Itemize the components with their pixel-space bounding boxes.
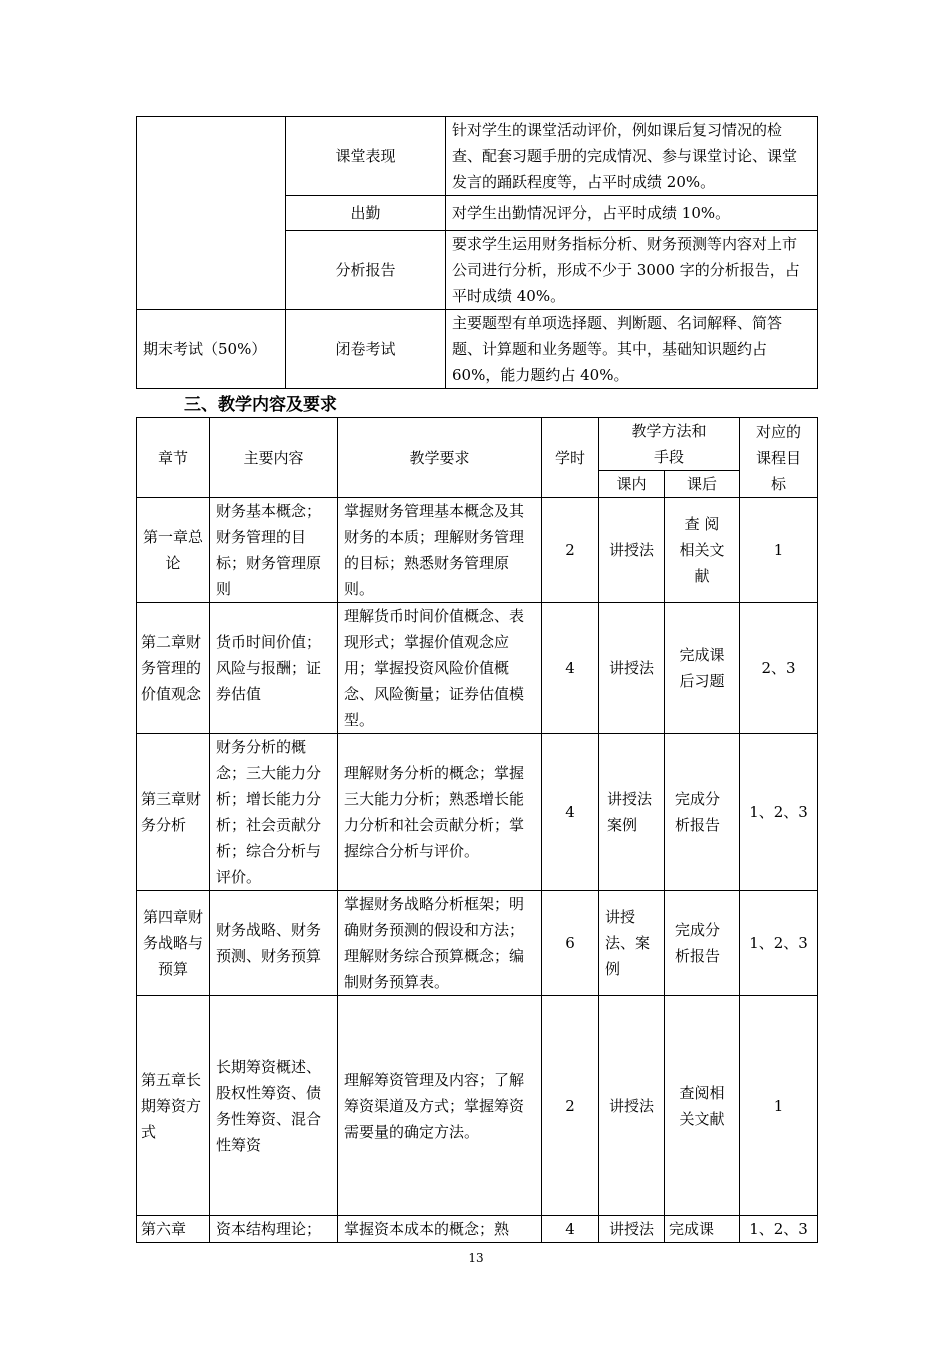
chapter-cell: 第三章财务分析 (137, 734, 210, 891)
header-row (137, 418, 818, 471)
assessment-table (136, 116, 818, 389)
header-in-class: 课内 (599, 471, 665, 498)
header-after-class: 课后 (665, 471, 740, 498)
after-class-cell: 查 阅 相关文献 (665, 498, 740, 603)
assessment-desc: 对学生出勤情况评分，占平时成绩 10%。 (446, 196, 818, 231)
goal-cell: 1、2、3 (740, 734, 818, 891)
after-class-cell: 完成分析报告 (665, 891, 740, 996)
section-heading: 三、教学内容及要求 (184, 395, 337, 415)
table-row (137, 996, 818, 1216)
in-class-cell: 讲授法 (599, 603, 665, 734)
chapter-cell: 第二章财务管理的价值观念 (137, 603, 210, 734)
chapter-cell: 第六章 (137, 1216, 210, 1243)
hours-cell: 4 (542, 734, 599, 891)
table-row (137, 734, 818, 891)
requirement-cell: 理解筹资管理及内容；了解筹资渠道及方式；掌握筹资需要量的确定方法。 (338, 996, 542, 1216)
requirement-cell: 理解货币时间价值概念、表现形式；掌握价值观念应用；掌握投资风险价值概念、风险衡量；证券估值模型。 (338, 603, 542, 734)
category-cell-empty (137, 117, 286, 310)
in-class-cell: 讲授法 (599, 996, 665, 1216)
table-row (137, 310, 818, 389)
header-hours: 学时 (542, 418, 599, 498)
requirement-cell: 理解财务分析的概念；掌握三大能力分析；熟悉增长能力分析和社会贡献分析；掌握综合分析与评价。 (338, 734, 542, 891)
goal-cell: 1、2、3 (740, 891, 818, 996)
goal-cell: 1 (740, 996, 818, 1216)
in-class-cell: 讲授法 (599, 498, 665, 603)
assessment-desc: 要求学生运用财务指标分析、财务预测等内容对上市公司进行分析，形成不少于 3000 字的分析报告，占平时成绩 40%。 (446, 231, 818, 310)
hours-cell: 2 (542, 996, 599, 1216)
assessment-item: 课堂表现 (286, 117, 446, 196)
assessment-item: 出勤 (286, 196, 446, 231)
hours-cell: 2 (542, 498, 599, 603)
table-row (137, 498, 818, 603)
header-chapter: 章节 (137, 418, 210, 498)
assessment-item: 分析报告 (286, 231, 446, 310)
after-class-cell: 查阅相关文献 (665, 996, 740, 1216)
in-class-cell: 讲授法案例 (599, 734, 665, 891)
goal-cell: 1 (740, 498, 818, 603)
assessment-item: 闭卷考试 (286, 310, 446, 389)
table-row (137, 1216, 818, 1243)
chapter-cell: 第一章总论 (137, 498, 210, 603)
assessment-desc: 针对学生的课堂活动评价，例如课后复习情况的检查、配套习题手册的完成情况、参与课堂讨论、课堂发言的踊跃程度等，占平时成绩 20%。 (446, 117, 818, 196)
chapter-cell: 第五章长期筹资方式 (137, 996, 210, 1216)
goal-cell: 2、3 (740, 603, 818, 734)
content-cell: 货币时间价值；风险与报酬；证券估值 (210, 603, 338, 734)
after-class-cell: 完成课后习题 (665, 603, 740, 734)
content-cell: 财务基本概念；财务管理的目标；财务管理原则 (210, 498, 338, 603)
after-class-cell: 完成课 (665, 1216, 740, 1243)
in-class-cell: 讲授法 (599, 1216, 665, 1243)
assessment-desc: 主要题型有单项选择题、判断题、名词解释、简答题、计算题和业务题等。其中，基础知识题约占 60%，能力题约占 40%。 (446, 310, 818, 389)
hours-cell: 4 (542, 1216, 599, 1243)
header-content: 主要内容 (210, 418, 338, 498)
page-number: 13 (468, 1251, 484, 1265)
in-class-cell: 讲授法、案例 (599, 891, 665, 996)
header-requirement: 教学要求 (338, 418, 542, 498)
assessment-category: 期末考试（50%） (137, 310, 286, 389)
content-cell: 财务战略、财务预测、财务预算 (210, 891, 338, 996)
content-table (136, 417, 818, 1243)
content-cell: 资本结构理论； (210, 1216, 338, 1243)
after-class-cell: 完成分析报告 (665, 734, 740, 891)
requirement-cell: 掌握财务管理基本概念及其财务的本质；理解财务管理的目标；熟悉财务管理原则。 (338, 498, 542, 603)
table-row (137, 117, 818, 196)
header-method: 教学方法和手段 (599, 418, 740, 471)
hours-cell: 6 (542, 891, 599, 996)
requirement-cell: 掌握财务战略分析框架；明确财务预测的假设和方法；理解财务综合预算概念；编制财务预算表。 (338, 891, 542, 996)
goal-cell: 1、2、3 (740, 1216, 818, 1243)
header-goal: 对应的课程目标 (740, 418, 818, 498)
hours-cell: 4 (542, 603, 599, 734)
requirement-cell: 掌握资本成本的概念；熟 (338, 1216, 542, 1243)
content-cell: 长期筹资概述、股权性筹资、债务性筹资、混合性筹资 (210, 996, 338, 1216)
chapter-cell: 第四章财务战略与预算 (137, 891, 210, 996)
table-row (137, 603, 818, 734)
table-row (137, 891, 818, 996)
content-cell: 财务分析的概念；三大能力分析；增长能力分析；社会贡献分析；综合分析与评价。 (210, 734, 338, 891)
